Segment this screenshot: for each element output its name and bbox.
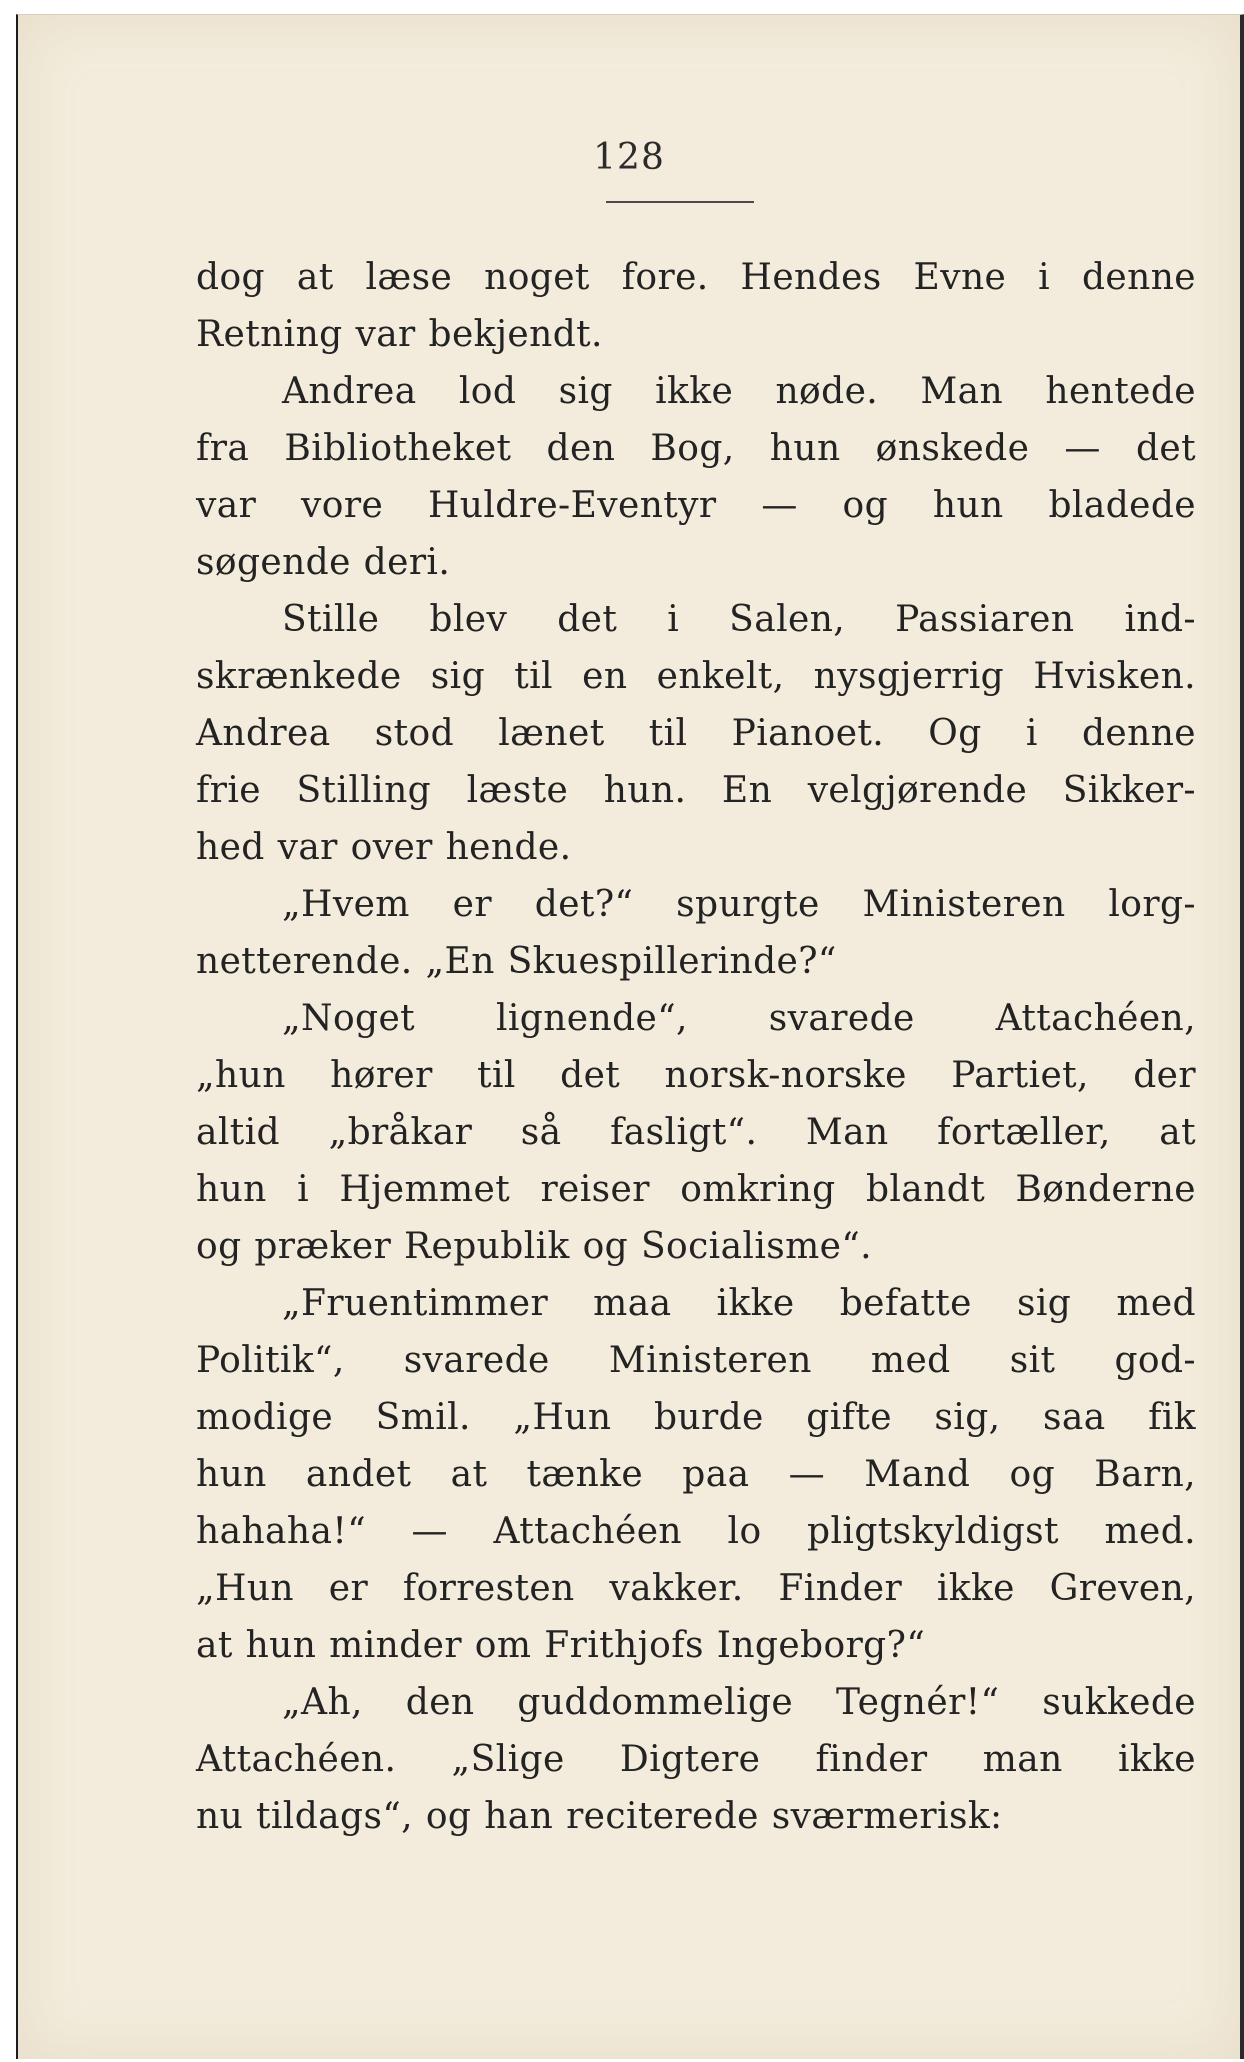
text-line: „Hun er forresten vakker. Finder ikke Greven, [196, 1568, 1196, 1609]
text-line: hun i Hjemmet reiser omkring blandt Bønderne [196, 1169, 1196, 1210]
text-line: „hun hører til det norsk-norske Partiet, der [196, 1055, 1196, 1096]
page-number: 128 [593, 137, 665, 178]
text-line: Attachéen. „Slige Digtere finder man ikke [196, 1739, 1196, 1780]
text-line: altid „bråkar så fasligt“. Man fortæller, at [196, 1112, 1196, 1153]
text-line: hed var over hende. [196, 827, 572, 868]
text-line: og præker Republik og Socialisme“. [196, 1226, 873, 1267]
text-line: frie Stilling læste hun. En velgjørende Sikker- [196, 770, 1196, 811]
text-line: Politik“, svarede Ministeren med sit god- [196, 1340, 1196, 1381]
text-line: fra Bibliotheket den Bog, hun ønskede — det [196, 428, 1196, 469]
text-line: nu tildags“, og han reciterede sværmerisk: [196, 1796, 1003, 1837]
text-line: „Noget lignende“, svarede Attachéen, [282, 998, 1196, 1039]
text-line: Retning var bekjendt. [196, 314, 603, 355]
text-line: Andrea lod sig ikke nøde. Man hentede [282, 371, 1196, 412]
text-line: modige Smil. „Hun burde gifte sig, saa fik [196, 1397, 1196, 1438]
text-line: hahaha!“ — Attachéen lo pligtskyldigst med. [196, 1511, 1196, 1552]
text-line: netterende. „En Skuespillerinde?“ [196, 941, 837, 982]
text-line: „Fruentimmer maa ikke befatte sig med [282, 1283, 1196, 1324]
text-line: Andrea stod lænet til Pianoet. Og i denne [196, 713, 1196, 754]
text-line: Stille blev det i Salen, Passiaren ind- [282, 599, 1196, 640]
text-line: dog at læse noget fore. Hendes Evne i denne [196, 257, 1196, 298]
text-line: at hun minder om Frithjofs Ingeborg?“ [196, 1625, 926, 1666]
text-line: søgende deri. [196, 542, 451, 583]
page-number-rule [606, 201, 754, 203]
text-line: var vore Huldre-Eventyr — og hun bladede [196, 485, 1196, 526]
body-text [196, 249, 1196, 1845]
text-line: „Ah, den guddommelige Tegnér!“ sukkede [282, 1682, 1196, 1723]
text-line: skrænkede sig til en enkelt, nysgjerrig Hvisken. [196, 656, 1196, 697]
book-page [16, 14, 1244, 2059]
text-line: hun andet at tænke paa — Mand og Barn, [196, 1454, 1196, 1495]
text-line: „Hvem er det?“ spurgte Ministeren lorg- [282, 884, 1196, 925]
